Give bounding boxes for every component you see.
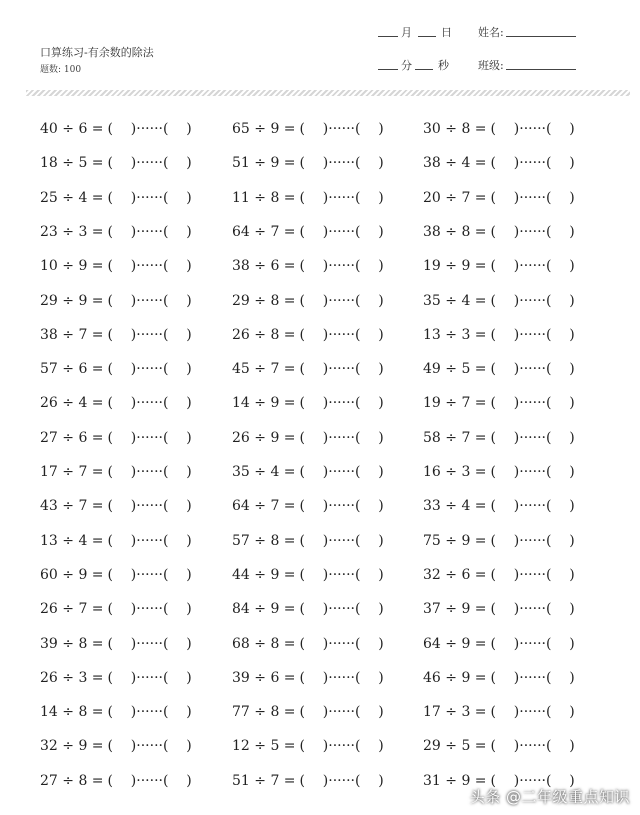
answer-blanks[interactable]: ( )······( ) bbox=[490, 704, 575, 721]
division-problem bbox=[423, 455, 575, 489]
problem-row bbox=[0, 455, 640, 489]
problem-expression: 26 ÷ 3 = bbox=[40, 669, 104, 686]
problem-expression: 26 ÷ 9 = bbox=[232, 429, 296, 446]
division-problem bbox=[232, 215, 384, 249]
answer-blanks[interactable]: ( )······( ) bbox=[490, 601, 575, 618]
problem-row bbox=[0, 215, 640, 249]
division-problem bbox=[423, 421, 575, 455]
problem-expression: 29 ÷ 9 = bbox=[40, 292, 104, 309]
question-count: 题数: 100 bbox=[40, 65, 82, 75]
division-problem bbox=[40, 695, 192, 729]
date-fields bbox=[378, 24, 452, 40]
problem-expression: 64 ÷ 9 = bbox=[423, 635, 487, 652]
answer-blanks[interactable]: ( )······( ) bbox=[107, 223, 192, 240]
answer-blanks[interactable]: ( )······( ) bbox=[299, 429, 384, 446]
problem-expression: 19 ÷ 7 = bbox=[423, 395, 487, 412]
problem-row bbox=[0, 627, 640, 661]
problem-row bbox=[0, 181, 640, 215]
answer-blanks[interactable]: ( )······( ) bbox=[299, 704, 384, 721]
answer-blanks[interactable]: ( )······( ) bbox=[299, 361, 384, 378]
answer-blanks[interactable]: ( )······( ) bbox=[490, 223, 575, 240]
problem-row bbox=[0, 386, 640, 420]
month-blank[interactable] bbox=[378, 27, 398, 37]
problem-row bbox=[0, 421, 640, 455]
problem-expression: 14 ÷ 9 = bbox=[232, 395, 296, 412]
answer-blanks[interactable]: ( )······( ) bbox=[107, 429, 192, 446]
problem-expression: 13 ÷ 4 = bbox=[40, 532, 104, 549]
division-problem bbox=[232, 661, 384, 695]
answer-blanks[interactable]: ( )······( ) bbox=[490, 464, 575, 480]
problem-row bbox=[0, 318, 640, 352]
class-blank[interactable] bbox=[506, 60, 576, 70]
answer-blanks[interactable]: ( )······( ) bbox=[299, 155, 384, 172]
division-problem bbox=[232, 489, 384, 523]
division-problem bbox=[40, 146, 192, 180]
problem-expression: 35 ÷ 4 = bbox=[232, 464, 296, 480]
answer-blanks[interactable]: ( )······( ) bbox=[490, 361, 575, 378]
division-problem bbox=[40, 386, 192, 420]
problem-expression: 49 ÷ 5 = bbox=[423, 361, 487, 378]
problem-expression: 32 ÷ 6 = bbox=[423, 566, 487, 583]
problem-expression: 12 ÷ 5 = bbox=[232, 738, 296, 755]
month-label: 月 bbox=[401, 26, 412, 39]
problem-expression: 64 ÷ 7 = bbox=[232, 498, 296, 515]
division-problem bbox=[423, 592, 575, 626]
problem-expression: 39 ÷ 6 = bbox=[232, 669, 296, 686]
problem-row bbox=[0, 592, 640, 626]
problem-row bbox=[0, 249, 640, 283]
worksheet-header bbox=[0, 0, 640, 90]
problem-expression: 19 ÷ 9 = bbox=[423, 258, 487, 275]
answer-blanks[interactable]: ( )······( ) bbox=[299, 498, 384, 515]
problem-expression: 29 ÷ 8 = bbox=[232, 292, 296, 309]
division-problem bbox=[40, 352, 192, 386]
division-problem bbox=[40, 764, 192, 798]
problem-expression: 26 ÷ 4 = bbox=[40, 395, 104, 412]
answer-blanks[interactable]: ( )······( ) bbox=[299, 669, 384, 686]
division-problem bbox=[423, 146, 575, 180]
division-problem bbox=[423, 352, 575, 386]
answer-blanks[interactable]: ( )······( ) bbox=[299, 258, 384, 275]
problem-expression: 14 ÷ 8 = bbox=[40, 704, 104, 721]
time-fields bbox=[378, 57, 449, 73]
division-problem bbox=[423, 386, 575, 420]
name-blank[interactable] bbox=[506, 27, 576, 37]
problem-row bbox=[0, 524, 640, 558]
problem-expression: 26 ÷ 7 = bbox=[40, 601, 104, 618]
problem-expression: 44 ÷ 9 = bbox=[232, 566, 296, 583]
answer-blanks[interactable]: ( )······( ) bbox=[490, 738, 575, 755]
answer-blanks[interactable]: ( )······( ) bbox=[107, 395, 192, 412]
division-problem bbox=[232, 352, 384, 386]
problem-expression: 11 ÷ 8 = bbox=[232, 189, 296, 206]
problem-expression: 60 ÷ 9 = bbox=[40, 566, 104, 583]
second-label: 秒 bbox=[438, 59, 449, 72]
problem-expression: 33 ÷ 4 = bbox=[423, 498, 487, 515]
problem-expression: 30 ÷ 8 = bbox=[423, 121, 487, 137]
division-problem bbox=[232, 112, 384, 146]
problem-expression: 16 ÷ 3 = bbox=[423, 464, 487, 480]
division-problem bbox=[232, 627, 384, 661]
problem-expression: 17 ÷ 3 = bbox=[423, 704, 487, 721]
answer-blanks[interactable]: ( )······( ) bbox=[490, 669, 575, 686]
problem-row bbox=[0, 146, 640, 180]
problem-expression: 31 ÷ 9 = bbox=[423, 772, 487, 789]
answer-blanks[interactable]: ( )······( ) bbox=[490, 429, 575, 446]
division-problem bbox=[423, 524, 575, 558]
division-problem bbox=[40, 729, 192, 763]
answer-blanks[interactable]: ( )······( ) bbox=[490, 189, 575, 206]
answer-blanks[interactable]: ( )······( ) bbox=[107, 601, 192, 618]
day-blank[interactable] bbox=[418, 27, 436, 37]
division-problem bbox=[423, 695, 575, 729]
answer-blanks[interactable]: ( )······( ) bbox=[107, 361, 192, 378]
answer-blanks[interactable]: ( )······( ) bbox=[107, 292, 192, 309]
division-problem bbox=[232, 558, 384, 592]
answer-blanks[interactable]: ( )······( ) bbox=[107, 326, 192, 343]
problem-expression: 46 ÷ 9 = bbox=[423, 669, 487, 686]
answer-blanks[interactable]: ( )······( ) bbox=[490, 498, 575, 515]
name-label: 姓名: bbox=[478, 26, 504, 39]
problem-row bbox=[0, 558, 640, 592]
answer-blanks[interactable]: ( )······( ) bbox=[490, 121, 575, 137]
problem-expression: 35 ÷ 4 = bbox=[423, 292, 487, 309]
day-label: 日 bbox=[441, 26, 452, 39]
problem-expression: 57 ÷ 8 = bbox=[232, 532, 296, 549]
division-problem bbox=[40, 318, 192, 352]
answer-blanks[interactable]: ( )······( ) bbox=[107, 704, 192, 721]
answer-blanks[interactable]: ( )······( ) bbox=[107, 566, 192, 583]
problem-expression: 27 ÷ 8 = bbox=[40, 772, 104, 789]
problem-expression: 77 ÷ 8 = bbox=[232, 704, 296, 721]
problem-expression: 13 ÷ 3 = bbox=[423, 326, 487, 343]
minute-blank[interactable] bbox=[378, 60, 398, 70]
division-problem bbox=[40, 249, 192, 283]
problem-row bbox=[0, 352, 640, 386]
problem-expression: 39 ÷ 8 = bbox=[40, 635, 104, 652]
division-problem bbox=[232, 181, 384, 215]
division-problem bbox=[40, 558, 192, 592]
division-problem bbox=[232, 146, 384, 180]
problem-row bbox=[0, 661, 640, 695]
problem-expression: 38 ÷ 7 = bbox=[40, 326, 104, 343]
division-problem bbox=[232, 318, 384, 352]
division-problem bbox=[423, 284, 575, 318]
watermark: 头条 @二年级重点知识 bbox=[469, 788, 630, 806]
division-problem bbox=[423, 181, 575, 215]
division-problem bbox=[232, 455, 384, 489]
problem-expression: 65 ÷ 9 = bbox=[232, 121, 296, 137]
division-problem bbox=[423, 112, 575, 146]
division-problem bbox=[423, 661, 575, 695]
division-problem bbox=[423, 558, 575, 592]
division-problem bbox=[40, 215, 192, 249]
problem-expression: 17 ÷ 7 = bbox=[40, 464, 104, 480]
name-field bbox=[478, 24, 576, 40]
answer-blanks[interactable]: ( )······( ) bbox=[107, 121, 192, 137]
answer-blanks[interactable]: ( )······( ) bbox=[490, 292, 575, 309]
answer-blanks[interactable]: ( )······( ) bbox=[299, 292, 384, 309]
problem-expression: 38 ÷ 4 = bbox=[423, 155, 487, 172]
answer-blanks[interactable]: ( )······( ) bbox=[107, 772, 192, 789]
answer-blanks[interactable]: ( )······( ) bbox=[107, 532, 192, 549]
worksheet-title: 口算练习-有余数的除法 bbox=[40, 46, 154, 59]
division-problem bbox=[232, 695, 384, 729]
answer-blanks[interactable]: ( )······( ) bbox=[490, 772, 575, 789]
division-problem bbox=[232, 764, 384, 798]
problem-row bbox=[0, 112, 640, 146]
answer-blanks[interactable]: ( )······( ) bbox=[107, 738, 192, 755]
problem-expression: 51 ÷ 9 = bbox=[232, 155, 296, 172]
division-problem bbox=[40, 421, 192, 455]
division-problem bbox=[40, 627, 192, 661]
minute-label: 分 bbox=[401, 59, 412, 72]
division-problem bbox=[232, 386, 384, 420]
class-label: 班级: bbox=[478, 59, 504, 72]
answer-blanks[interactable]: ( )······( ) bbox=[299, 395, 384, 412]
division-problem bbox=[423, 729, 575, 763]
problem-expression: 20 ÷ 7 = bbox=[423, 189, 487, 206]
answer-blanks[interactable]: ( )······( ) bbox=[299, 532, 384, 549]
answer-blanks[interactable]: ( )······( ) bbox=[299, 223, 384, 240]
answer-blanks[interactable]: ( )······( ) bbox=[490, 566, 575, 583]
problem-expression: 57 ÷ 6 = bbox=[40, 361, 104, 378]
answer-blanks[interactable]: ( )······( ) bbox=[107, 155, 192, 172]
answer-blanks[interactable]: ( )······( ) bbox=[490, 532, 575, 549]
problem-row bbox=[0, 695, 640, 729]
answer-blanks[interactable]: ( )······( ) bbox=[490, 326, 575, 343]
answer-blanks[interactable]: ( )······( ) bbox=[299, 464, 384, 480]
problem-expression: 58 ÷ 7 = bbox=[423, 429, 487, 446]
problem-expression: 43 ÷ 7 = bbox=[40, 498, 104, 515]
division-problem bbox=[40, 524, 192, 558]
answer-blanks[interactable]: ( )······( ) bbox=[107, 189, 192, 206]
division-problem bbox=[40, 112, 192, 146]
answer-blanks[interactable]: ( )······( ) bbox=[299, 566, 384, 583]
answer-blanks[interactable]: ( )······( ) bbox=[107, 669, 192, 686]
class-field bbox=[478, 57, 576, 73]
problem-expression: 25 ÷ 4 = bbox=[40, 189, 104, 206]
division-problem bbox=[232, 421, 384, 455]
division-problem bbox=[232, 524, 384, 558]
answer-blanks[interactable]: ( )······( ) bbox=[299, 601, 384, 618]
problem-expression: 40 ÷ 6 = bbox=[40, 121, 104, 137]
problem-expression: 29 ÷ 5 = bbox=[423, 738, 487, 755]
problem-row bbox=[0, 284, 640, 318]
problem-expression: 38 ÷ 6 = bbox=[232, 258, 296, 275]
answer-blanks[interactable]: ( )······( ) bbox=[299, 326, 384, 343]
division-problem bbox=[423, 215, 575, 249]
division-problem bbox=[232, 284, 384, 318]
answer-blanks[interactable]: ( )······( ) bbox=[107, 464, 192, 480]
problem-expression: 75 ÷ 9 = bbox=[423, 532, 487, 549]
answer-blanks[interactable]: ( )······( ) bbox=[490, 155, 575, 172]
answer-blanks[interactable]: ( )······( ) bbox=[299, 738, 384, 755]
division-problem bbox=[40, 489, 192, 523]
answer-blanks[interactable]: ( )······( ) bbox=[299, 772, 384, 789]
division-problem bbox=[423, 318, 575, 352]
answer-blanks[interactable]: ( )······( ) bbox=[299, 635, 384, 652]
problem-expression: 45 ÷ 7 = bbox=[232, 361, 296, 378]
division-problem bbox=[232, 592, 384, 626]
problem-expression: 23 ÷ 3 = bbox=[40, 223, 104, 240]
second-blank[interactable] bbox=[415, 60, 433, 70]
answer-blanks[interactable]: ( )······( ) bbox=[490, 635, 575, 652]
problem-row bbox=[0, 489, 640, 523]
problem-row bbox=[0, 729, 640, 763]
answer-blanks[interactable]: ( )······( ) bbox=[490, 395, 575, 412]
division-problem bbox=[40, 661, 192, 695]
division-problem bbox=[423, 627, 575, 661]
answer-blanks[interactable]: ( )······( ) bbox=[107, 635, 192, 652]
division-problem bbox=[232, 729, 384, 763]
answer-blanks[interactable]: ( )······( ) bbox=[107, 258, 192, 275]
problem-expression: 64 ÷ 7 = bbox=[232, 223, 296, 240]
problem-expression: 10 ÷ 9 = bbox=[40, 258, 104, 275]
answer-blanks[interactable]: ( )······( ) bbox=[299, 189, 384, 206]
problem-expression: 18 ÷ 5 = bbox=[40, 155, 104, 172]
problem-expression: 38 ÷ 8 = bbox=[423, 223, 487, 240]
division-problem bbox=[232, 249, 384, 283]
problem-expression: 26 ÷ 8 = bbox=[232, 326, 296, 343]
division-problem bbox=[40, 592, 192, 626]
answer-blanks[interactable]: ( )······( ) bbox=[107, 498, 192, 515]
division-problem bbox=[40, 284, 192, 318]
problem-expression: 51 ÷ 7 = bbox=[232, 772, 296, 789]
division-problem bbox=[423, 489, 575, 523]
header-divider bbox=[26, 90, 630, 96]
division-problem bbox=[40, 455, 192, 489]
problem-expression: 68 ÷ 8 = bbox=[232, 635, 296, 652]
division-problem bbox=[40, 181, 192, 215]
problem-expression: 37 ÷ 9 = bbox=[423, 601, 487, 618]
answer-blanks[interactable]: ( )······( ) bbox=[490, 258, 575, 275]
problem-expression: 84 ÷ 9 = bbox=[232, 601, 296, 618]
answer-blanks[interactable]: ( )······( ) bbox=[299, 121, 384, 137]
division-problem bbox=[423, 249, 575, 283]
problem-expression: 32 ÷ 9 = bbox=[40, 738, 104, 755]
problem-expression: 27 ÷ 6 = bbox=[40, 429, 104, 446]
